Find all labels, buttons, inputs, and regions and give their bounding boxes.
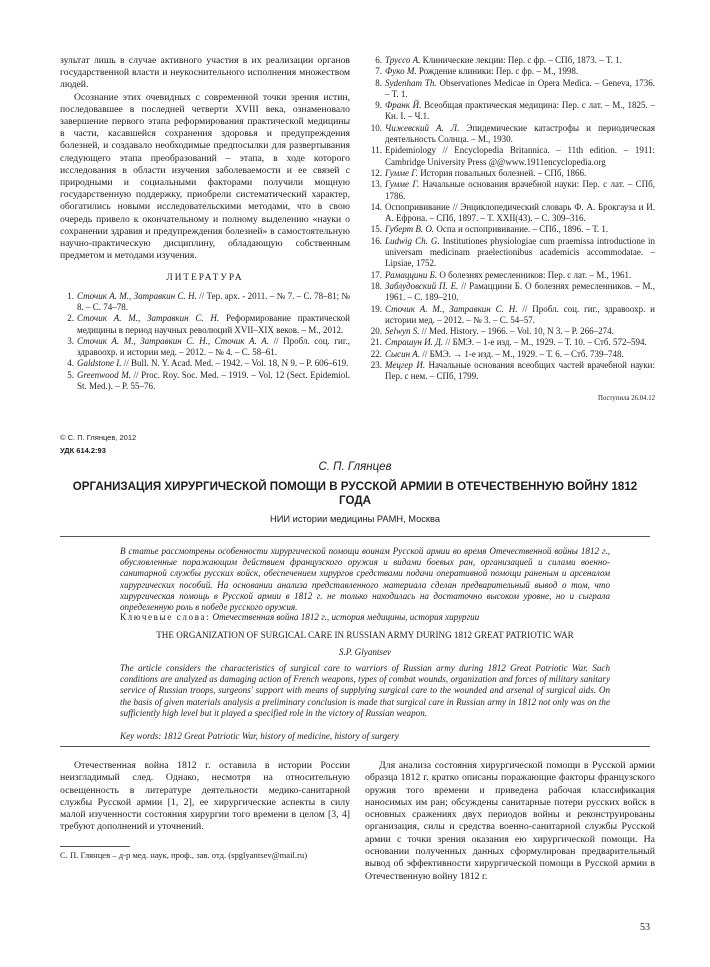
reference-item bbox=[60, 358, 350, 369]
reference-text: // Proc. Roy. Soc. Med. – 1919. – Vol. 12 (Sect. Epidemiol. St. Med.). – P. 55–76. bbox=[77, 369, 350, 392]
reference-author: Гумме Г. bbox=[385, 167, 418, 178]
reference-number: 20. bbox=[370, 326, 382, 337]
reference-number: 13. bbox=[370, 179, 382, 190]
reference-author: Ludwig Ch. G. bbox=[385, 235, 440, 246]
body-left-column bbox=[60, 760, 350, 834]
reference-text: Observationes Medicae in Opera Medica. – Geneva, 1736. – T. 1. bbox=[385, 77, 655, 99]
references-list-right bbox=[365, 55, 655, 383]
right-column bbox=[365, 55, 655, 402]
reference-text: // Пробл. соц. гиг., здравоохр. и истории мед. – 2012. – № 4. – С. 58–61. bbox=[77, 335, 350, 358]
paragraph: Отечественная война 1812 г. оставила в истории России неизгладимый след. Однако, несмотря на относительную освещенность в литературе деятельности медико-санитарной службы Русской армии [1, 2], ее хирургические аспекты в силу малой изученности состояния хирургии того времени в целом [3, 4] требуют дополнений и уточнений. bbox=[60, 760, 350, 833]
reference-number: 2. bbox=[67, 313, 74, 324]
reference-text: // БМЭ. → 1-е изд. – М., 1929. – Т. 6. – Стб. 739–748. bbox=[420, 348, 624, 359]
footnote-rule bbox=[60, 846, 130, 847]
literature-heading: ЛИТЕРАТУРА bbox=[166, 273, 244, 284]
reference-text: Реформирование практической медицины в период научных революций XVII–XIX веков. – М., 2012. bbox=[77, 313, 350, 335]
keywords-en: Key words: 1812 Great Patriotic War, history of medicine, history of surgery bbox=[120, 731, 399, 741]
reference-item bbox=[365, 145, 655, 168]
reference-author: Заблудовский П. Е. bbox=[385, 280, 459, 291]
reference-item bbox=[60, 313, 350, 336]
reference-item bbox=[365, 349, 655, 360]
reference-text: Оспопрививание // Энциклопедический словарь Ф. А. Брокгауза и И. А. Ефрона. – СПб, 1897. – Т. XXII(43). – С. 309–316. bbox=[385, 201, 655, 224]
keywords-ru bbox=[120, 612, 610, 623]
reference-text: // Med. History. – 1966. – Vol. 10, N 3. – P. 266–274. bbox=[419, 326, 614, 337]
reference-author: Фуко М. bbox=[385, 66, 417, 77]
reference-item bbox=[365, 337, 655, 348]
reference-author: Чижевский А. Л. bbox=[385, 122, 460, 133]
reference-item bbox=[365, 168, 655, 179]
reference-item bbox=[60, 370, 350, 393]
references-list-left bbox=[60, 291, 350, 393]
reference-text: // Рамаццини Б. О болезнях ремесленников. – М., 1961. – С. 189–210. bbox=[385, 280, 656, 303]
reference-number: 3. bbox=[67, 335, 74, 346]
reference-number: 16. bbox=[370, 235, 382, 246]
reference-number: 9. bbox=[375, 100, 382, 111]
reference-author: Greenwood M. bbox=[77, 369, 131, 380]
reference-text: Начальные основания всеобщих частей врачебной науки: Пер. с нем. – СПб, 1799. bbox=[385, 360, 655, 382]
reference-number: 19. bbox=[370, 303, 382, 314]
reference-text: Institutiones physiologiae cum praemissa introductione in universam medicinam praelectionibus academicis accommodatae. – Lipsiae, 1752. bbox=[385, 235, 655, 269]
paragraph: Для анализа состояния хирургической помощи в Русской армии образца 1812 г. кратко описаны поражающие факторы французского оружия того времени и приведена рабочая классификация наносимых им ран; обсуждены санитарные потери русских войск в основных сражениях двух периодов войны и реконструированы организация, силы и средства военно-санитарной службы Русской армии с точки зрения оказания ею хирургической помощи. На основании полученных данных сформулирован предварительный вывод об эффективности хирургической помощи в Русской армии в Отечественную войну 1812 г. bbox=[365, 760, 655, 882]
reference-text: Начальные основания врачебной науки: Пер. с лат. – СПб, 1786. bbox=[385, 179, 655, 201]
reference-author: Гумме Г. bbox=[385, 179, 420, 190]
reference-number: 14. bbox=[370, 201, 382, 212]
reference-author: Сточик А. М., Затравкин С. Н., Сточик А. А. bbox=[77, 335, 270, 346]
reference-text: Клинические лекции: Пер. с фр. – СПб, 1873. – Т. 1. bbox=[420, 55, 622, 65]
reference-author: Сточик А. М., Затравкин С. Н. bbox=[77, 313, 220, 324]
reference-text: Оспа и оспопрививание. – СПб., 1896. – Т. 1. bbox=[434, 224, 609, 235]
abstract-en: The article considers the characteristics of surgical care to warriors of Russian army during 1812 Great Patriotic War. Such conditions are analyzed as damaging action of French weapons, types of combat wounds, organization and forces of military sanitary service of Russian troops, surgeons' support with means of supplying surgical care to the wounded and arsenal of surgical aids. On the basis of given materials analysis a preliminary conclusion is made that surgical care in Russian army in 1812 not only was on the sufficiently high level but it played a specified role in the victory of Russian weapon. bbox=[120, 663, 610, 718]
reference-number: 22. bbox=[370, 348, 382, 359]
reference-text: // БМЭ. – 1-е изд. – М., 1929. – Т. 10. – Стб. 572–594. bbox=[443, 337, 647, 348]
reference-item bbox=[365, 78, 655, 101]
reference-number: 5. bbox=[67, 369, 74, 380]
reference-text: Эпидемические катастрофы и периодическая деятельность Солнца. – М., 1930. bbox=[385, 122, 655, 145]
reference-author: Мецгер И. bbox=[385, 360, 426, 371]
reference-number: 6. bbox=[375, 55, 382, 65]
reference-item bbox=[365, 55, 655, 66]
reference-item bbox=[365, 304, 655, 327]
reference-author: Сточик А. М., Затравкин С. Н. bbox=[77, 290, 197, 301]
reference-number: 18. bbox=[370, 280, 382, 291]
abstract-ru: В статье рассмотрены особенности хирургической помощи воинам Русской армии во время Отечественной войны 1812 г., обусловленные поражающим действием французского оружия и видами боевых ран, организацией и силами военно-санитарной службы русских войск, обеспечением хирургов средствами подачи оперативной помощи раненым и арсеналом хирургических пособий. На основании анализа представленного материала сделан предварительный вывод о том, что хирургическая помощь в Русской армии в 1812 г. не только находилась на достаточно высоком уровне, но и сыграла определенную роль в победе русского оружия. bbox=[120, 546, 610, 613]
reference-item bbox=[365, 179, 655, 202]
reference-item bbox=[60, 336, 350, 359]
reference-number: 10. bbox=[370, 122, 382, 133]
divider bbox=[60, 536, 650, 537]
reference-number: 1. bbox=[67, 290, 74, 301]
reference-item bbox=[365, 236, 655, 270]
reference-author: Рамаццини Б. bbox=[385, 269, 438, 280]
reference-text: Всеобщая практическая медицина: Пер. с лат. – М., 1825. – Кн. I. – Ч.1. bbox=[385, 100, 655, 122]
reference-number: 7. bbox=[375, 66, 382, 77]
reference-author: Страшун И. Д. bbox=[385, 337, 444, 348]
copyright: © С. П. Глянцев, 2012 bbox=[60, 433, 137, 442]
keywords-label: Ключевые слова: bbox=[120, 612, 211, 622]
received-date: Поступила 26.04.12 bbox=[598, 394, 655, 402]
left-column bbox=[60, 55, 350, 392]
reference-item bbox=[365, 270, 655, 281]
reference-number: 23. bbox=[370, 360, 382, 371]
divider bbox=[60, 746, 650, 747]
reference-text: О болезнях ремесленников: Пер. с лат. – М., 1961. bbox=[437, 269, 632, 280]
reference-author: Франк Й. bbox=[385, 100, 422, 111]
reference-item bbox=[365, 66, 655, 77]
reference-text: // Пробл. соц. гиг., здравоохр. и истории мед. – 2012. – № 3. – С. 54–57. bbox=[385, 303, 656, 325]
footnote: С. П. Глянцев – д-р мед. наук, проф., зав. отд. (spglyantsev@mail.ru) bbox=[60, 850, 308, 860]
reference-author: Galdstone I. bbox=[77, 358, 122, 369]
reference-item bbox=[365, 326, 655, 337]
reference-item bbox=[365, 123, 655, 146]
english-author: S.P. Glyantsev bbox=[338, 647, 392, 657]
article-title: ОРГАНИЗАЦИЯ ХИРУРГИЧЕСКОЙ ПОМОЩИ В РУССКОЙ АРМИИ В ОТЕЧЕСТВЕННУЮ ВОЙНУ 1812 ГОДА bbox=[72, 480, 638, 507]
reference-number: 8. bbox=[375, 77, 382, 88]
reference-text: // Тер. арх. - 2011. – № 7. – С. 78–81; № 8. – С. 74–78. bbox=[77, 290, 350, 312]
body-right-column bbox=[365, 760, 655, 883]
reference-number: 17. bbox=[370, 269, 382, 280]
reference-author: Сточик А. М., Затравкин С. Н. bbox=[385, 303, 518, 314]
article-author: С. П. Глянцев bbox=[318, 461, 392, 473]
reference-item bbox=[365, 360, 655, 383]
reference-number: 4. bbox=[67, 358, 74, 369]
reference-number: 15. bbox=[370, 224, 382, 235]
reference-text: История повальных болезней. – СПб, 1866. bbox=[417, 167, 587, 178]
reference-number: 11. bbox=[371, 145, 382, 156]
reference-text: Рождение клиники: Пер. с фр. – М., 1998. bbox=[416, 66, 579, 77]
affiliation: НИИ истории медицины РАМН, Москва bbox=[269, 514, 440, 524]
reference-item bbox=[60, 291, 350, 314]
reference-text: // Bull. N. Y. Acad. Med. – 1942. – Vol. 18, N 9. – P. 606–619. bbox=[121, 358, 349, 369]
page-number: 53 bbox=[640, 922, 650, 933]
reference-text: Epidemiology // Encyclopedia Britannica. – 11th edition. – 1911: Cambridge University Press @@www.1911encyclopedia.org bbox=[385, 145, 655, 167]
udk-code: УДК 614.2:93 bbox=[60, 446, 106, 455]
reference-author: Губерт В. О. bbox=[385, 224, 435, 235]
reference-number: 12. bbox=[370, 167, 382, 178]
reference-number: 21. bbox=[370, 337, 382, 348]
english-title: THE ORGANIZATION OF SURGICAL CARE IN RUSSIAN ARMY DURING 1812 GREAT PATRIOTIC WAR bbox=[156, 630, 574, 640]
paragraph: зультат лишь в случае активного участия в их реализации органов государственной власти и неукоснительного исполнения множеством людей. bbox=[60, 55, 350, 91]
reference-item bbox=[365, 202, 655, 225]
reference-item bbox=[365, 281, 655, 304]
reference-item bbox=[365, 224, 655, 235]
reference-author: Сысин А. bbox=[385, 348, 421, 359]
paragraph: Осознание этих очевидных с современной точки зрения истин, последовавшее в последней четверти XVIII века, ознаменовало завершение первого этапа реформирования практической медицины в части, касавшейся сохранения здоровья и предупреждения болезней, и создавало необходимые предпосылки для развертывания следующего этапа преобразований – этапа, в ходе которого исследования в области изучения заболеваемости и ее связей с природными и социальными факторами получили мощную государственную поддержку, приобрели систематический характер, обогатились новыми исследовательскими методами, что в свою очередь привело к окончательному и полному выделению «науки о сохранении здравия и предупреждения болезней» в самостоятельную научно-практическую дисциплину, обладающую собственным предметом и методами изучения. bbox=[60, 91, 350, 262]
reference-author: Sydenham Th. bbox=[385, 77, 437, 88]
reference-author: Selwyn S. bbox=[385, 326, 420, 337]
reference-author: Труссо А. bbox=[385, 55, 421, 65]
keywords-text: Отечественная война 1812 г., история медицины, история хирургии bbox=[212, 612, 480, 622]
reference-item bbox=[365, 100, 655, 123]
